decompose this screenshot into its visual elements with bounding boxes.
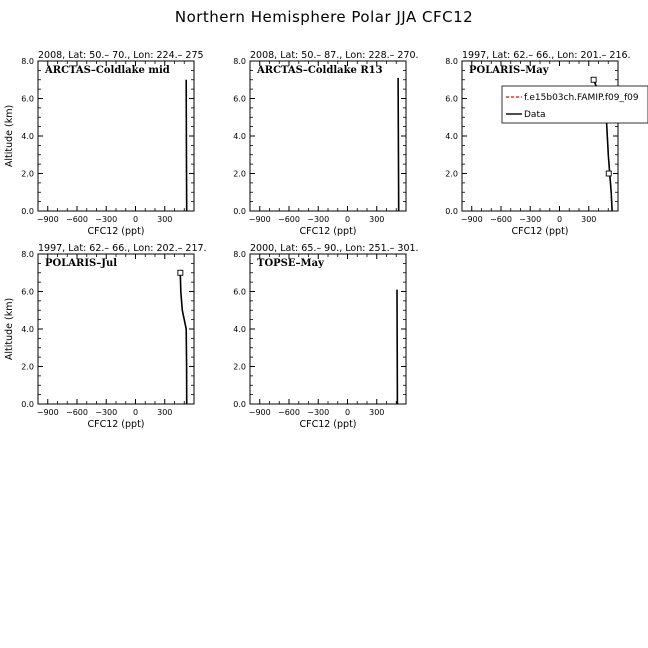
x-tick-label: 0	[132, 215, 139, 224]
campaign-label: TOPSE–May	[257, 258, 324, 269]
y-tick-label: 6.0	[21, 94, 34, 104]
y-tick-label: 4.0	[445, 132, 458, 141]
data-marker	[178, 270, 183, 275]
x-tick-label: 300	[581, 215, 597, 224]
y-tick-label: 4.0	[233, 325, 246, 334]
y-tick-label: 6.0	[233, 287, 246, 297]
x-tick-label: −600	[66, 408, 88, 417]
y-axis-label: Altitude (km)	[4, 297, 15, 361]
figure-title: Northern Hemisphere Polar JJA CFC12	[174, 8, 474, 26]
y-tick-label: 0.0	[233, 207, 246, 216]
x-axis-label: CFC12 (ppt)	[299, 226, 357, 237]
x-tick-label: −300	[95, 408, 118, 417]
y-tick-label: 0.0	[233, 400, 246, 409]
x-tick-label: 300	[157, 408, 173, 417]
y-tick-label: 2.0	[445, 169, 458, 179]
x-tick-label: 300	[157, 215, 173, 224]
x-tick-label: −600	[278, 408, 300, 417]
campaign-label: ARCTAS–Coldlake mid	[45, 65, 170, 76]
data-profile-line	[186, 80, 187, 211]
x-tick-label: 0	[556, 215, 563, 224]
panel-header: 1997, Lat: 62.– 66., Lon: 201.– 216.	[462, 50, 631, 61]
y-tick-label: 0.0	[21, 400, 34, 409]
x-axis-label: CFC12 (ppt)	[299, 419, 357, 430]
legend-model-label: f.e15b03ch.FAMIP.f09_f09	[524, 93, 639, 103]
y-tick-label: 8.0	[21, 57, 34, 66]
x-tick-label: −900	[248, 215, 271, 224]
x-tick-label: 0	[344, 215, 351, 224]
y-axis-label: Altitude (km)	[4, 104, 15, 168]
x-tick-label: −300	[95, 215, 118, 224]
x-tick-label: −900	[248, 408, 271, 417]
y-tick-label: 0.0	[445, 207, 458, 216]
y-tick-label: 8.0	[233, 57, 246, 66]
campaign-label: POLARIS–Jul	[45, 258, 118, 269]
panel-header: 2008, Lat: 50.– 87., Lon: 228.– 270.	[250, 50, 419, 61]
legend	[502, 86, 648, 123]
plot-area	[398, 78, 399, 211]
x-axis-label: CFC12 (ppt)	[87, 226, 145, 237]
data-profile-line	[398, 78, 399, 211]
x-tick-label: −900	[36, 215, 59, 224]
x-tick-label: −600	[278, 215, 300, 224]
y-tick-label: 6.0	[445, 94, 458, 104]
x-tick-label: −300	[307, 408, 330, 417]
y-tick-label: 0.0	[21, 207, 34, 216]
panel-header: 1997, Lat: 62.– 66., Lon: 202.– 217.	[38, 243, 207, 254]
y-tick-label: 6.0	[21, 287, 34, 297]
panel-header: 2000, Lat: 65.– 90., Lon: 251.– 301.	[250, 243, 419, 254]
x-tick-label: −900	[36, 408, 59, 417]
y-tick-label: 2.0	[233, 169, 246, 179]
data-marker	[606, 171, 611, 176]
x-tick-label: 300	[369, 215, 385, 224]
y-tick-label: 8.0	[21, 250, 34, 259]
panel-header: 2008, Lat: 50.– 70., Lon: 224.– 275	[38, 50, 204, 61]
x-tick-label: −900	[460, 215, 483, 224]
y-tick-label: 8.0	[445, 57, 458, 66]
y-tick-label: 2.0	[233, 362, 246, 372]
x-tick-label: −300	[519, 215, 542, 224]
x-axis-label: CFC12 (ppt)	[87, 419, 145, 430]
x-axis-label: CFC12 (ppt)	[511, 226, 569, 237]
x-tick-label: −600	[490, 215, 512, 224]
y-tick-label: 2.0	[21, 362, 34, 372]
x-tick-label: 0	[132, 408, 139, 417]
y-tick-label: 4.0	[21, 132, 34, 141]
x-tick-label: 300	[369, 408, 385, 417]
data-marker	[591, 77, 596, 82]
y-tick-label: 6.0	[233, 94, 246, 104]
y-tick-label: 4.0	[233, 132, 246, 141]
x-tick-label: −600	[66, 215, 88, 224]
campaign-label: POLARIS–May	[469, 65, 549, 76]
y-tick-label: 8.0	[233, 250, 246, 259]
x-tick-label: −300	[307, 215, 330, 224]
plot-area	[186, 80, 187, 211]
x-tick-label: 0	[344, 408, 351, 417]
y-tick-label: 4.0	[21, 325, 34, 334]
legend-data-label: Data	[524, 110, 546, 120]
campaign-label: ARCTAS–Coldlake R13	[257, 65, 383, 76]
y-tick-label: 2.0	[21, 169, 34, 179]
